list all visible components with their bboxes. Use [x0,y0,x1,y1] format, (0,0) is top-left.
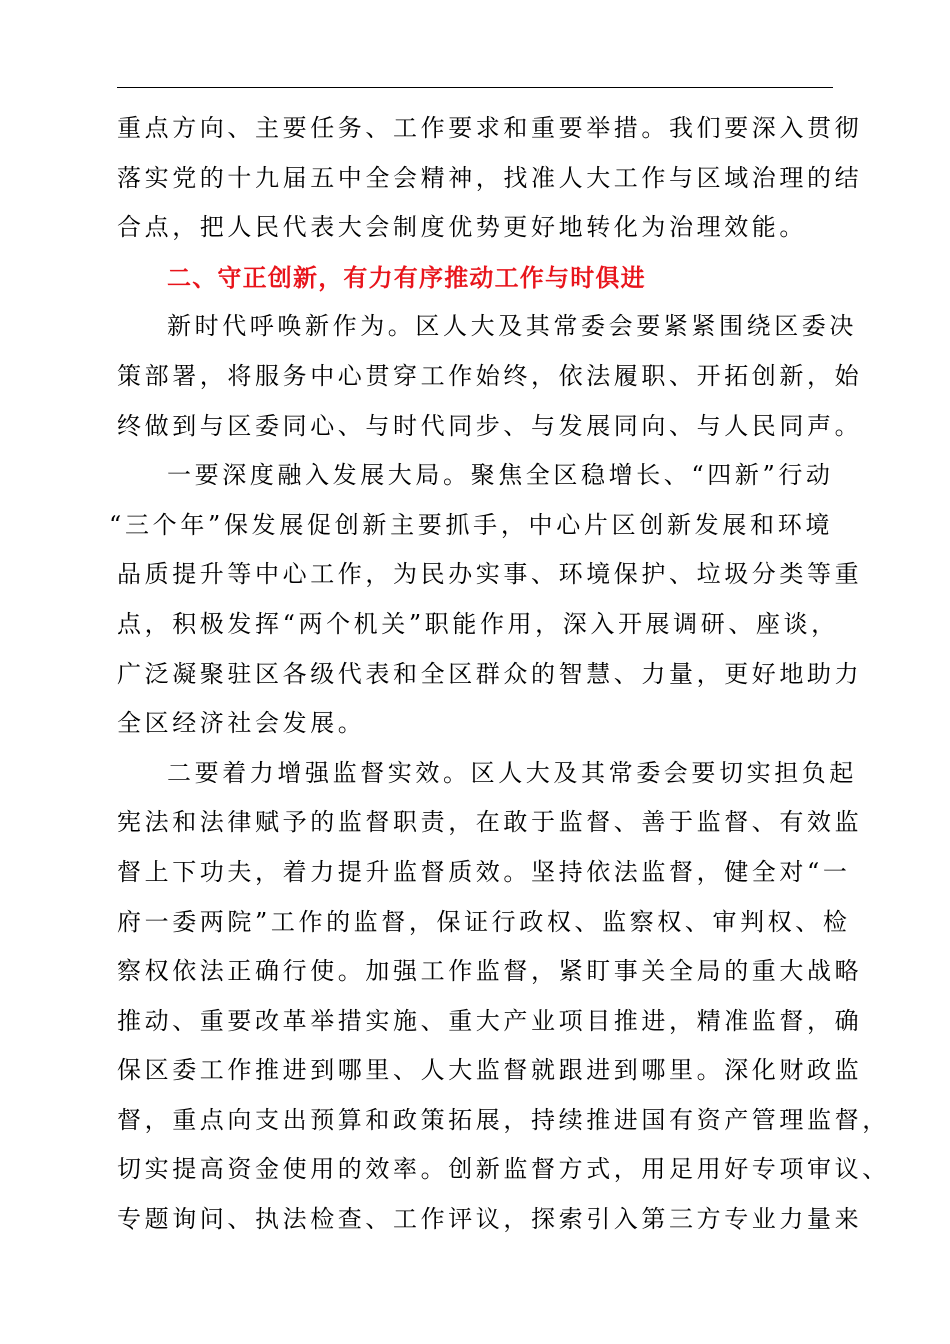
paragraph-line: 点，积极发挥“两个机关”职能作用，深入开展调研、座谈， [117,609,839,638]
paragraph-line: 终做到与区委同心、与时代同步、与发展同向、与人民同声。 [117,411,863,440]
paragraph-line: 督，重点向支出预算和政策拓展，持续推进国有资产管理监督， [117,1105,890,1134]
paragraph-line: 二要着力增强监督实效。区人大及其常委会要切实担负起 [167,758,857,787]
paragraph-line: 宪法和法律赋予的监督职责，在敢于监督、善于监督、有效监 [117,808,863,837]
paragraph-line: 府一委两院”工作的监督，保证行政权、监察权、审判权、检 [117,907,851,936]
paragraph-line: 新时代呼唤新作为。区人大及其常委会要紧紧围绕区委决 [167,312,857,341]
header-rule [117,87,833,88]
paragraph-line: 落实党的十九届五中全会精神，找准人大工作与区域治理的结 [117,163,863,192]
paragraph-line: 一要深度融入发展大局。聚焦全区稳增长、“四新”行动 [167,461,834,490]
paragraph-line: 察权依法正确行使。加强工作监督，紧盯事关全局的重大战略 [117,957,863,986]
paragraph-line: 督上下功夫，着力提升监督质效。坚持依法监督，健全对“一 [117,857,851,886]
paragraph-line: 广泛凝聚驻区各级代表和全区群众的智慧、力量，更好地助力 [117,659,863,688]
paragraph-line: 切实提高资金使用的效率。创新监督方式，用足用好专项审议、 [117,1155,890,1184]
paragraph-line: 专题询问、执法检查、工作评议，探索引入第三方专业力量来 [117,1205,863,1234]
paragraph-line: 保区委工作推进到哪里、人大监督就跟进到哪里。深化财政监 [117,1056,863,1085]
section-heading: 二、守正创新，有力有序推动工作与时俱进 [167,262,646,292]
paragraph-line: “三个年”保发展促创新主要抓手，中心片区创新发展和环境 [109,510,833,539]
paragraph-line: 全区经济社会发展。 [117,709,366,738]
paragraph-line: 品质提升等中心工作，为民办实事、环境保护、垃圾分类等重 [117,560,863,589]
document-body [109,104,890,1245]
paragraph-line: 推动、重要改革举措实施、重大产业项目推进，精准监督，确 [117,1006,863,1035]
paragraph-line: 重点方向、主要任务、工作要求和重要举措。我们要深入贯彻 [117,114,863,142]
paragraph-line: 合点，把人民代表大会制度优势更好地转化为治理效能。 [117,213,807,242]
paragraph-line: 策部署，将服务中心贯穿工作始终，依法履职、开拓创新，始 [117,361,863,390]
